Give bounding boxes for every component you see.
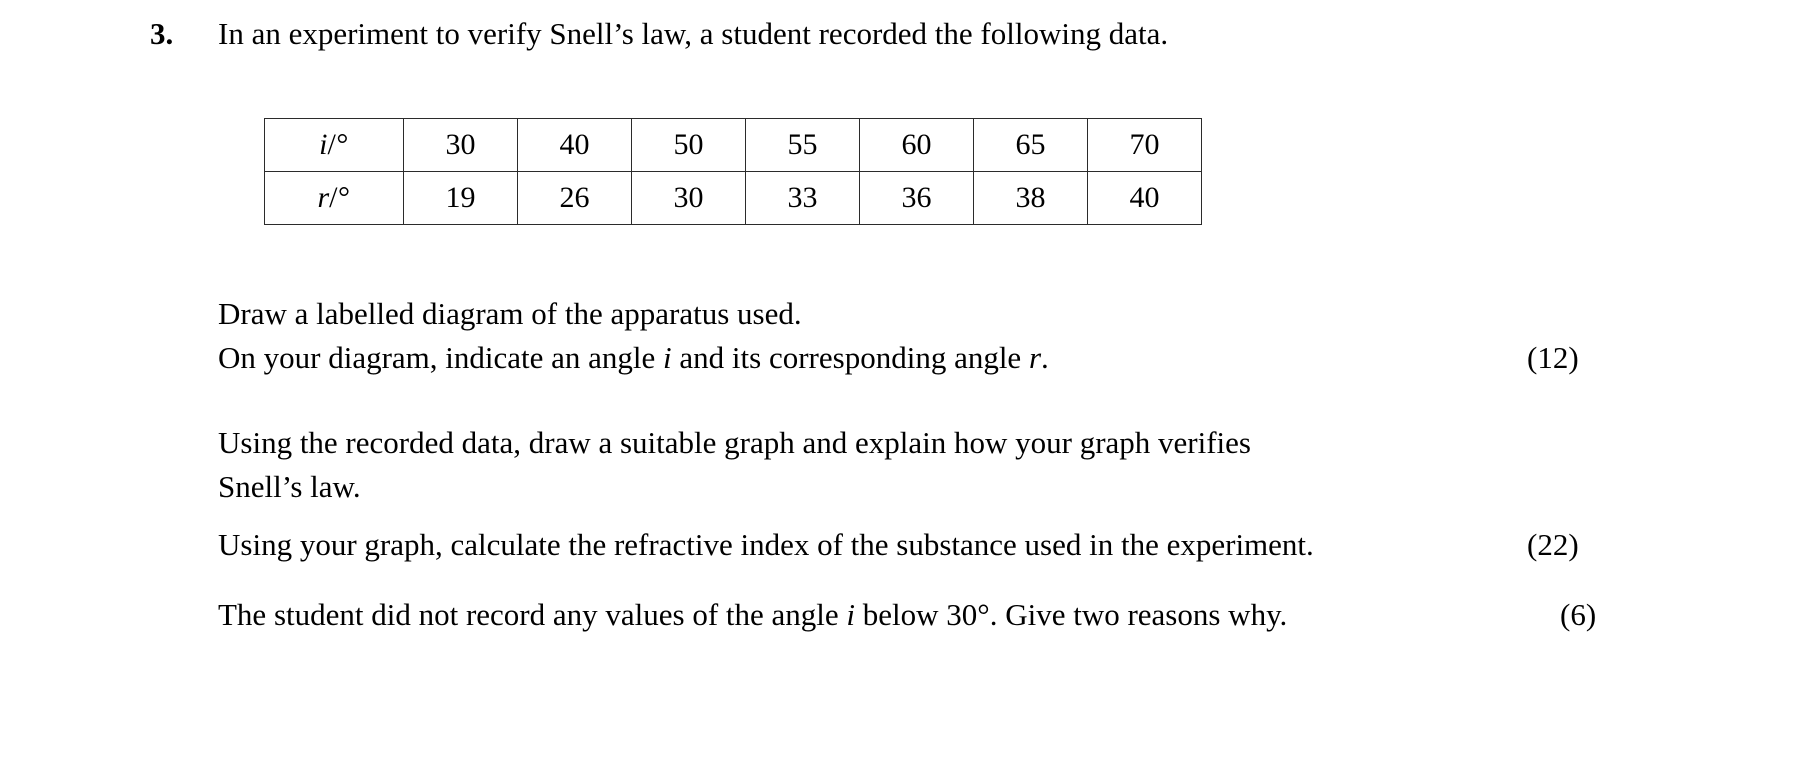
table-cell: 50	[632, 119, 746, 172]
table-cell: 26	[518, 172, 632, 225]
table-cell: 55	[746, 119, 860, 172]
table-row	[265, 172, 1202, 225]
part-b-line-1: Using the recorded data, draw a suitable graph and explain how your graph verifies	[218, 425, 1251, 460]
part-d-line-1	[218, 593, 1618, 637]
question-stem: In an experiment to verify Snell’s law, a student recorded the following data.	[218, 16, 1169, 51]
marks-allocation-d: (6)	[1560, 597, 1597, 632]
table-row	[265, 119, 1202, 172]
question-part-a	[218, 292, 1618, 380]
symbol-r: r	[317, 181, 330, 214]
part-a-line-2-text-after: .	[1041, 340, 1049, 375]
unit-degrees-i: /°	[327, 128, 349, 161]
table-cell: 36	[860, 172, 974, 225]
table-cell: 60	[860, 119, 974, 172]
table-cell: 30	[632, 172, 746, 225]
inline-symbol-i-2: i	[846, 597, 856, 632]
question-part-c	[218, 523, 1618, 567]
part-a-line-2-text-before: On your diagram, indicate an angle	[218, 340, 664, 375]
question-part-b	[218, 421, 1618, 509]
question-header	[150, 14, 1750, 54]
part-d-text-after: below 30°. Give two reasons why.	[855, 597, 1288, 632]
inline-symbol-r: r	[1028, 340, 1042, 375]
part-a-line-2-text-middle: and its corresponding angle	[671, 340, 1029, 375]
symbol-i: i	[319, 128, 328, 161]
snells-law-data-table	[264, 118, 1202, 225]
table-cell: 33	[746, 172, 860, 225]
part-c-line-1: Using your graph, calculate the refractive index of the substance used in the experiment.	[218, 527, 1314, 562]
table-cell: 70	[1088, 119, 1202, 172]
data-table-container	[264, 118, 1202, 225]
part-a-line-1: Draw a labelled diagram of the apparatus used.	[218, 296, 802, 331]
part-b-line-2: Snell’s law.	[218, 469, 361, 504]
table-cell: 65	[974, 119, 1088, 172]
question-part-d	[218, 593, 1618, 637]
table-cell: 40	[518, 119, 632, 172]
table-cell: 19	[404, 172, 518, 225]
table-cell: 38	[974, 172, 1088, 225]
row-label-refraction	[265, 172, 404, 225]
unit-degrees-r: /°	[329, 181, 351, 214]
table-cell: 40	[1088, 172, 1202, 225]
row-label-incidence	[265, 119, 404, 172]
part-d-text-before: The student did not record any values of the angle	[218, 597, 847, 632]
part-a-line-2	[218, 336, 1618, 380]
question-number: 3.	[150, 16, 174, 51]
table-cell: 30	[404, 119, 518, 172]
marks-allocation-a: (12)	[1527, 340, 1579, 375]
inline-symbol-i: i	[663, 340, 672, 375]
marks-allocation-c: (22)	[1527, 527, 1579, 562]
